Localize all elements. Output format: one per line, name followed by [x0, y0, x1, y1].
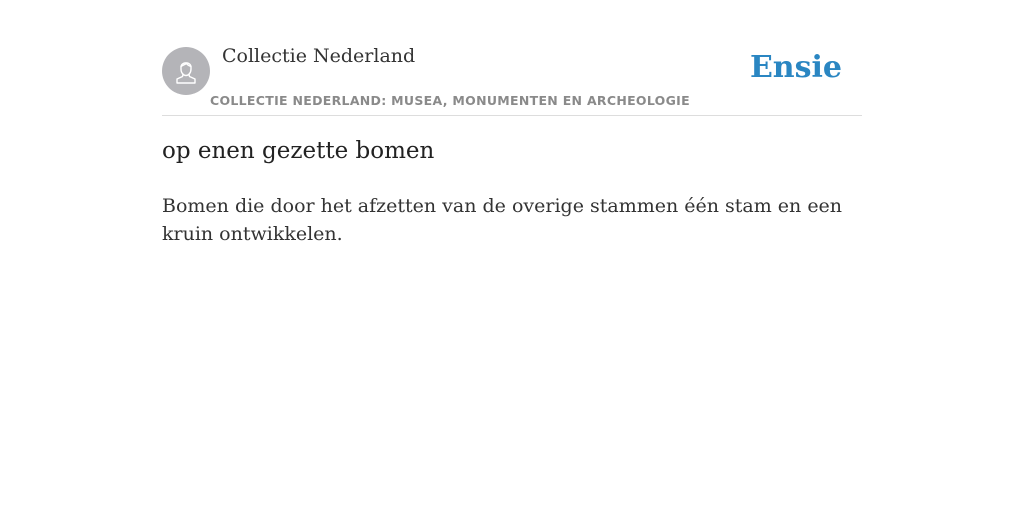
divider — [162, 115, 862, 116]
brand-logo[interactable]: Ensie — [749, 50, 842, 85]
user-silhouette-icon — [171, 56, 201, 86]
author-name[interactable]: Collectie Nederland — [222, 45, 416, 67]
source-label[interactable]: COLLECTIE NEDERLAND: MUSEA, MONUMENTEN EN ARCHEOLOGIE — [210, 93, 690, 108]
avatar[interactable] — [162, 47, 210, 95]
definition-text: Bomen die door het afzetten van de overige stammen één stam en een kruin ontwikkelen. — [162, 195, 843, 245]
term-title: op enen gezette bomen — [162, 138, 435, 164]
